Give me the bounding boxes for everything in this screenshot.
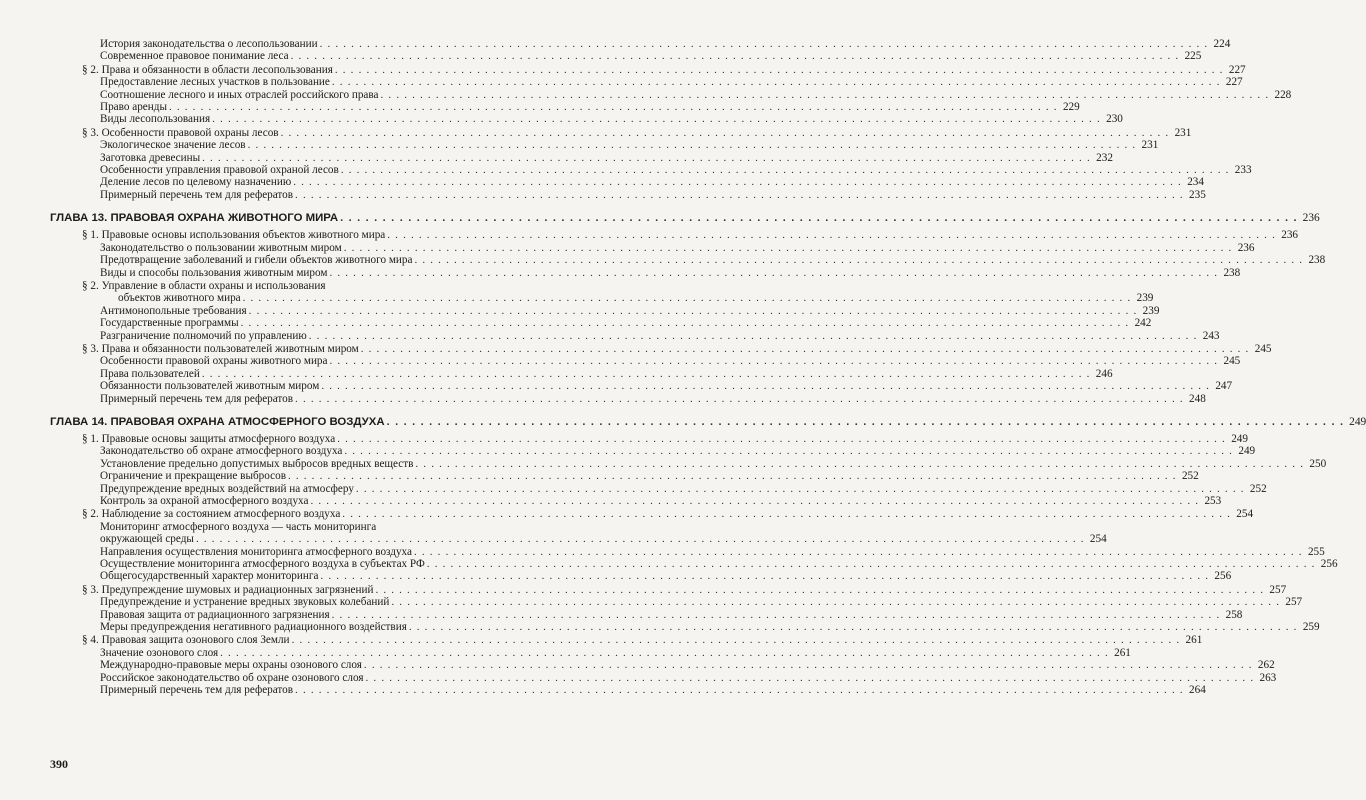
dot-leader <box>387 229 1276 241</box>
dot-leader <box>212 113 1101 125</box>
toc-top-entries <box>50 38 1292 201</box>
page-ref: 259 <box>1302 621 1320 634</box>
page-ref: 254 <box>1236 508 1254 521</box>
toc-subsection-entry <box>50 659 1275 672</box>
chapter-14-entries <box>50 432 1338 697</box>
dot-leader <box>196 533 1085 545</box>
toc-section-entry <box>50 508 1254 521</box>
page-ref: 249 <box>1238 445 1256 458</box>
entry-title: § 2. Наблюдение за состоянием атмосферного воздуха <box>82 508 341 521</box>
page-ref: 256 <box>1214 570 1232 583</box>
toc-subsection-entry <box>50 380 1233 393</box>
toc-subsection-entry <box>50 445 1256 458</box>
toc-subsection-entry <box>50 570 1232 583</box>
page-ref: 255 <box>1307 545 1325 558</box>
toc-section-entry <box>50 634 1203 647</box>
dot-leader <box>414 546 1303 558</box>
entry-title: Современное правовое понимание леса <box>100 50 289 63</box>
toc-section-entry <box>50 126 1192 139</box>
page-ref: 245 <box>1254 342 1272 355</box>
entry-title: Ограничение и прекращение выбросов <box>100 470 286 483</box>
page-ref: 231 <box>1141 139 1159 152</box>
dot-leader <box>414 254 1303 266</box>
page-ref: 242 <box>1134 317 1152 330</box>
entry-title: Разграничение полномочий по управлению <box>100 329 307 342</box>
page-ref: 232 <box>1096 151 1113 164</box>
toc-subsection-entry <box>50 646 1131 659</box>
entry-title: Законодательство о пользовании животным миром <box>100 241 342 254</box>
page-ref: 264 <box>1189 684 1206 697</box>
page-ref: 227 <box>1225 76 1243 89</box>
entry-title: Контроль за охраной атмосферного воздуха <box>100 495 309 507</box>
page-ref: 234 <box>1187 176 1204 189</box>
page-ref: 245 <box>1223 355 1241 368</box>
toc-subsection-entry <box>50 266 1241 279</box>
table-of-contents <box>50 38 1366 697</box>
toc-subsection-entry <box>50 101 1080 114</box>
toc-subsection-entry <box>50 495 1222 507</box>
chapter-13-heading <box>50 212 1320 225</box>
toc-subsection-entry <box>50 671 1277 684</box>
toc-subsection-entry <box>50 176 1204 189</box>
entry-title: Примерный перечень тем для рефератов <box>100 684 294 697</box>
toc-subsection-entry <box>50 113 1123 126</box>
dot-leader <box>332 609 1221 621</box>
dot-leader <box>356 483 1245 495</box>
toc-subsection-entry <box>50 139 1159 152</box>
entry-title: Соотношение лесного и иных отраслей российского права <box>100 88 379 101</box>
toc-subsection-entry <box>50 88 1292 101</box>
dot-leader <box>320 38 1209 50</box>
dot-leader <box>341 164 1230 176</box>
toc-subsection-entry <box>50 558 1338 571</box>
dot-leader <box>337 433 1226 445</box>
chapter-13-entries <box>50 229 1326 405</box>
toc-subsection-entry <box>50 596 1303 609</box>
dot-leader <box>321 380 1210 392</box>
toc-subsection-entry <box>50 355 1241 368</box>
toc-subsection-entry <box>50 470 1199 483</box>
toc-subsection-entry <box>50 392 1206 405</box>
entry-title: Общегосударственный характер мониторинга <box>100 570 319 583</box>
dot-leader <box>409 621 1298 633</box>
dot-leader <box>340 212 1298 225</box>
entry-title: Заготовка древесины <box>100 151 201 164</box>
entry-title: Осуществление мониторинга атмосферного воздуха в субъектах РФ <box>100 558 425 571</box>
page-ref: 247 <box>1215 380 1233 393</box>
toc-section-entry <box>50 229 1299 242</box>
dot-leader <box>375 584 1264 596</box>
page-ref: 243 <box>1202 329 1220 342</box>
page-ref: 238 <box>1223 266 1241 279</box>
toc-section-entry <box>50 432 1248 445</box>
dot-leader <box>291 50 1180 62</box>
toc-subsection-entry <box>50 684 1206 697</box>
page-ref: 252 <box>1181 470 1199 483</box>
toc-subsection-entry <box>50 367 1113 380</box>
dot-leader <box>320 570 1209 582</box>
dot-leader <box>220 647 1109 659</box>
entry-title: Экологическое значение лесов <box>100 139 246 152</box>
page-number: 390 <box>50 757 68 771</box>
toc-subsection-entry <box>50 50 1202 63</box>
dot-leader <box>361 343 1250 355</box>
page-ref: 261 <box>1114 646 1131 659</box>
page-ref: 263 <box>1259 671 1277 684</box>
entry-title: § 4. Правовая защита озонового слоя Земли <box>82 634 290 647</box>
entry-title: Особенности управления правовой охраной лесов <box>100 164 339 177</box>
page-ref: 250 <box>1309 457 1327 470</box>
toc-subsection-entry <box>50 241 1255 254</box>
dot-leader <box>427 558 1316 570</box>
dot-leader <box>169 101 1058 113</box>
entry-title: Предоставление лесных участков в пользование <box>100 76 330 89</box>
dot-leader <box>335 64 1224 76</box>
toc-subsection-entry <box>50 164 1252 177</box>
entry-title: Антимонопольные требования <box>100 304 247 317</box>
entry-title: Правовая защита от радиационного загрязнения <box>100 608 330 621</box>
dot-leader <box>241 317 1130 329</box>
entry-title: Примерный перечень тем для рефератов <box>100 392 294 405</box>
page-ref: 253 <box>1204 495 1222 507</box>
page-ref: 230 <box>1106 113 1123 126</box>
page-ref: 238 <box>1308 254 1326 267</box>
dot-leader <box>415 458 1304 470</box>
dot-leader <box>364 659 1253 671</box>
entry-title: Государственные программы <box>100 317 239 330</box>
toc-subsection-entry <box>50 457 1327 470</box>
toc-subsection-entry <box>50 76 1243 89</box>
page-ref: 227 <box>1228 63 1246 76</box>
toc-subsection-entry <box>50 621 1320 634</box>
dot-leader <box>202 368 1091 380</box>
dot-leader <box>243 292 1132 304</box>
entry-title: Деление лесов по целевому назначению <box>100 176 292 189</box>
dot-leader <box>342 508 1231 520</box>
page-ref: 256 <box>1320 558 1338 571</box>
entry-title: § 2. Права и обязанности в области лесопользования <box>82 63 333 76</box>
page-ref: 257 <box>1285 596 1303 609</box>
entry-title: Права пользователей <box>100 367 200 380</box>
page-ref: 236 <box>1281 229 1299 242</box>
entry-title: Законодательство об охране атмосферного воздуха <box>100 445 343 458</box>
entry-title: Меры предупреждения негативного радиационного воздействия <box>100 621 407 634</box>
page-ref: 228 <box>1274 88 1292 101</box>
toc-subsection-entry <box>50 254 1326 267</box>
toc-subsection-entry <box>50 545 1325 558</box>
page-ref: 231 <box>1174 126 1192 139</box>
page-ref: 235 <box>1189 188 1206 201</box>
entry-title: Российское законодательство об охране озонового слоя <box>100 671 364 684</box>
entry-title: Примерный перечень тем для рефератов <box>100 188 294 201</box>
page-ref: 262 <box>1257 659 1275 672</box>
page-ref: 239 <box>1136 292 1154 305</box>
dot-leader <box>309 330 1198 342</box>
toc-subsection-entry <box>50 188 1206 201</box>
dot-leader <box>330 355 1219 367</box>
toc-entry-line: Мониторинг атмосферного воздуха — часть мониторинга <box>100 520 377 533</box>
entry-title: Право аренды <box>100 101 167 114</box>
entry-title: Значение озонового слоя <box>100 646 219 659</box>
toc-subsection-entry <box>50 151 1113 164</box>
toc-subsection-entry <box>50 533 1107 546</box>
toc-subsection-entry <box>50 329 1220 342</box>
chapter-title: ГЛАВА 14. ПРАВОВАЯ ОХРАНА АТМОСФЕРНОГО ВОЗДУХА <box>50 415 385 428</box>
dot-leader <box>249 305 1138 317</box>
dot-leader <box>329 267 1218 279</box>
dot-leader <box>202 152 1091 164</box>
entry-title: Обязанности пользователей животным миром <box>100 380 320 393</box>
page-ref: 229 <box>1062 101 1080 114</box>
dot-leader <box>332 76 1221 88</box>
page-ref: 225 <box>1184 50 1202 63</box>
entry-title: Направления осуществления мониторинга атмосферного воздуха <box>100 545 412 558</box>
page-ref: 236 <box>1237 241 1255 254</box>
dot-leader <box>366 672 1255 684</box>
toc-entry-line: § 2. Управление в области охраны и использования <box>82 279 326 292</box>
entry-title: § 1. Правовые основы использования объектов животного мира <box>82 229 386 242</box>
page-ref: 224 <box>1213 38 1231 50</box>
entry-title: § 3. Предупреждение шумовых и радиационных загрязнений <box>82 583 374 596</box>
entry-title: § 3. Права и обязанности пользователей животным миром <box>82 342 359 355</box>
toc-subsection-entry <box>50 292 1154 305</box>
dot-leader <box>391 596 1280 608</box>
dot-leader <box>295 189 1184 201</box>
dot-leader <box>288 470 1177 482</box>
chapter-title: ГЛАВА 13. ПРАВОВАЯ ОХРАНА ЖИВОТНОГО МИРА <box>50 212 339 225</box>
dot-leader <box>310 495 1199 507</box>
entry-title: Предупреждение и устранение вредных звуковых колебаний <box>100 596 390 609</box>
entry-title: § 3. Особенности правовой охраны лесов <box>82 126 279 139</box>
toc-section-entry <box>50 342 1272 355</box>
toc-subsection-entry <box>50 608 1243 621</box>
entry-title: окружающей среды <box>100 533 194 546</box>
page-ref: 248 <box>1189 392 1206 405</box>
toc-subsection-entry <box>50 304 1160 317</box>
toc-section-entry <box>50 583 1287 596</box>
entry-title: Международно-правовые меры охраны озонового слоя <box>100 659 362 672</box>
page-ref: 261 <box>1185 634 1203 647</box>
entry-title: объектов животного мира <box>118 292 241 305</box>
dot-leader <box>293 176 1182 188</box>
page-ref: 233 <box>1234 164 1252 177</box>
page-ref: 254 <box>1089 533 1107 546</box>
dot-leader <box>248 139 1137 151</box>
dot-leader <box>295 393 1184 405</box>
toc-subsection-entry <box>50 317 1152 330</box>
entry-title: Виды и способы пользования животным миром <box>100 266 328 279</box>
page-ref: 257 <box>1269 583 1287 596</box>
entry-title: Виды лесопользования <box>100 113 211 126</box>
toc-subsection-entry <box>50 38 1231 50</box>
chapter-14-heading <box>50 415 1366 429</box>
entry-title: Установление предельно допустимых выбросов вредных веществ <box>100 457 414 470</box>
page-ref: 239 <box>1142 304 1160 317</box>
page-ref: 252 <box>1249 482 1267 495</box>
toc-section-entry <box>50 63 1246 76</box>
entry-title: Предотвращение заболеваний и гибели объектов животного мира <box>100 254 413 267</box>
page-ref: 249 <box>1349 415 1366 428</box>
dot-leader <box>295 684 1184 696</box>
dot-leader <box>292 634 1181 646</box>
dot-leader <box>281 127 1170 139</box>
page-ref: 249 <box>1231 432 1248 445</box>
page-ref: 246 <box>1095 367 1113 380</box>
toc-subsection-entry <box>50 482 1267 495</box>
entry-title: Предупреждение вредных воздействий на атмосферу <box>100 482 354 495</box>
dot-leader <box>381 89 1270 101</box>
entry-title: Особенности правовой охраны животного мира <box>100 355 328 368</box>
dot-leader <box>387 416 1345 429</box>
entry-title: История законодательства о лесопользовании <box>100 38 318 50</box>
page-ref: 236 <box>1302 212 1320 225</box>
entry-title: § 1. Правовые основы защиты атмосферного воздуха <box>82 432 336 445</box>
dot-leader <box>344 242 1233 254</box>
dot-leader <box>344 445 1233 457</box>
page-ref: 258 <box>1225 608 1243 621</box>
